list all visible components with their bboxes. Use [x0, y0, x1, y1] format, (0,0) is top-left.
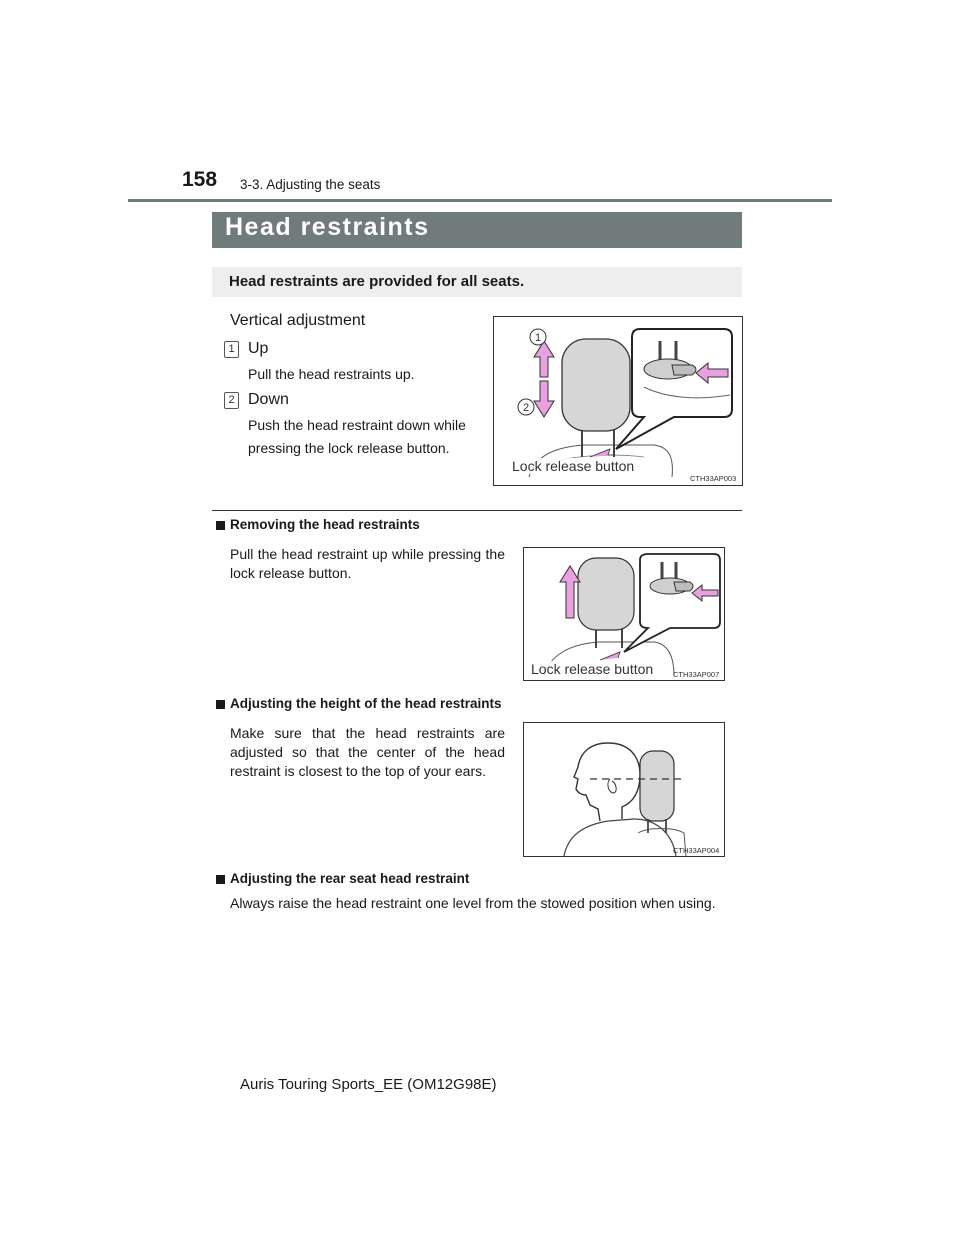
figure-1-code: CTH33AP003 [690, 474, 737, 483]
step-1-desc: Pull the head restraints up. [248, 366, 415, 382]
step-1-badge: 1 [224, 341, 239, 358]
head-height-illustration [524, 723, 724, 856]
removing-text: Pull the head restraint up while pressing the lock release button. [230, 546, 505, 581]
page-title: Head restraints [225, 213, 430, 241]
bullet-icon [216, 700, 225, 709]
callout-2: 2 [522, 402, 530, 414]
rear-seat-heading: Adjusting the rear seat head restraint [230, 871, 470, 886]
bullet-icon [216, 521, 225, 530]
figure-2-label: Lock release button [531, 661, 654, 677]
section-title: 3-3. Adjusting the seats [240, 177, 381, 192]
rear-seat-text: Always raise the head restraint one level from the stowed position when using. [230, 895, 716, 911]
step-2-label: Down [248, 391, 289, 408]
title-bar [212, 212, 742, 248]
intro-text: Head restraints are provided for all seats. [229, 273, 525, 290]
intro-box [212, 267, 742, 297]
step-2-badge: 2 [224, 392, 239, 409]
page-number: 158 [182, 168, 218, 191]
callout-1: 1 [534, 332, 542, 344]
figure-2-code: CTH33AP007 [673, 670, 720, 679]
figure-height [523, 722, 725, 857]
section-divider [212, 510, 742, 511]
footer-model: Auris Touring Sports_EE (OM12G98E) [240, 1076, 497, 1093]
step-2-desc: Push the head restraint down while pressing the lock release button. [248, 417, 466, 456]
step-1-label: Up [248, 340, 269, 357]
figure-vertical-adjustment [493, 316, 743, 486]
figure-3-code: CTH33AP004 [673, 846, 720, 855]
height-text: Make sure that the head restraints are adjusted so that the center of the head restraint is closest to the top of your ears. [230, 725, 505, 779]
height-heading: Adjusting the height of the head restraints [230, 696, 502, 711]
figure-1-label: Lock release button [512, 458, 635, 474]
removing-heading: Removing the head restraints [230, 517, 420, 532]
vertical-adjustment-heading: Vertical adjustment [230, 312, 366, 329]
bullet-icon [216, 875, 225, 884]
header-rule [128, 199, 832, 202]
figure-removing [523, 547, 725, 681]
